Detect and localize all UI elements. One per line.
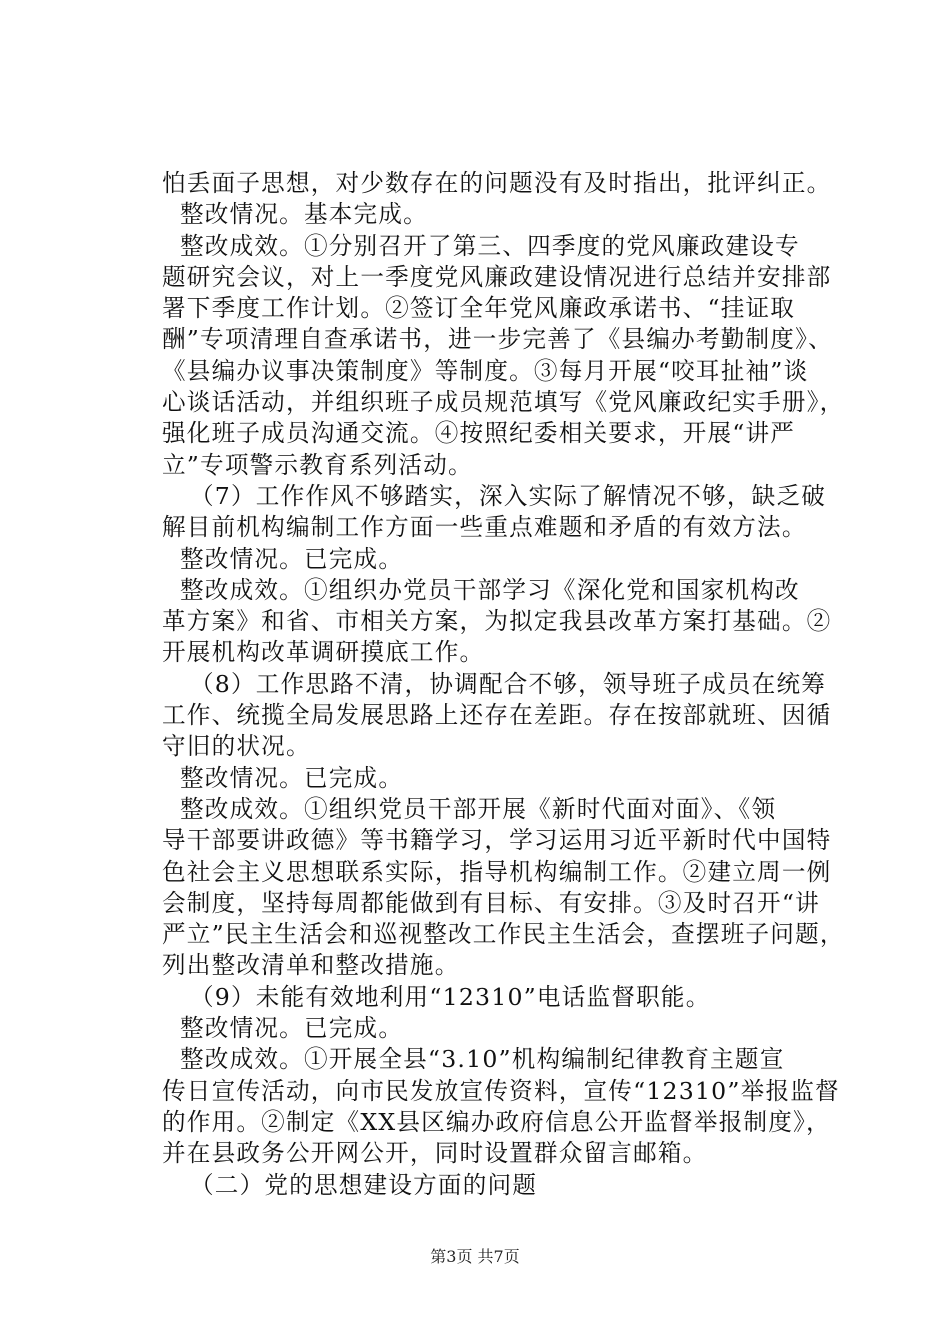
text-line: 酬”专项清理自查承诺书，进一步完善了《县编办考勤制度》、: [162, 325, 833, 354]
text-line: 怕丢面子思想，对少数存在的问题没有及时指出，批评纠正。: [162, 169, 832, 197]
text-line: 整改情况。基本完成。: [180, 200, 428, 229]
text-line: 整改成效。①组织办党员干部学习《深化党和国家机构改: [180, 575, 800, 604]
text-line: 严立”民主生活会和巡视整改工作民主生活会，查摆班子问题，: [162, 920, 845, 949]
text-line: （9）未能有效地利用“12310”电话监督职能。: [190, 982, 711, 1011]
text-line: 导干部要讲政德》等书籍学习，学习运用习近平新时代中国特: [162, 826, 832, 855]
text-line: 色社会主义思想联系实际，指导机构编制工作。②建立周一例: [162, 857, 832, 886]
text-line: 守旧的状况。: [162, 732, 311, 761]
text-line: 工作、统揽全局发展思路上还存在差距。存在按部就班、因循: [162, 701, 832, 730]
text-line: 整改情况。已完成。: [180, 544, 404, 573]
text-line: 《县编办议事决策制度》等制度。③每月开展“咬耳扯袖”谈: [162, 356, 809, 385]
text-line: 强化班子成员沟通交流。④按照纪委相关要求，开展“讲严: [162, 419, 796, 448]
page-number: 第3页 共7页: [430, 1247, 520, 1266]
text-line: 的作用。②制定《XX县区编办政府信息公开监督举报制度》，: [162, 1107, 831, 1136]
text-line: 整改成效。①开展全县“3.10”机构编制纪律教育主题宣: [180, 1045, 785, 1074]
text-line: 署下季度工作计划。②签订全年党风廉政承诺书、“挂证取: [162, 294, 796, 323]
text-line: 整改情况。已完成。: [180, 1014, 404, 1043]
text-line: （8）工作思路不清，协调配合不够，领导班子成员在统筹: [190, 669, 827, 698]
text-line: （7）工作作风不够踏实，深入实际了解情况不够，缺乏破: [190, 481, 827, 510]
text-line: 列出整改清单和整改措施。: [162, 951, 460, 980]
text-line: 心谈话活动，并组织班子成员规范填写《党风廉政纪实手册》，: [162, 388, 845, 417]
text-line: 革方案》和省、市相关方案，为拟定我县改革方案打基础。②: [162, 607, 832, 636]
text-line: 传日宣传活动，向市民发放宣传资料，宣传“12310”举报监督: [162, 1076, 840, 1105]
text-line: 题研究会议，对上一季度党风廉政建设情况进行总结并安排部: [162, 262, 832, 291]
document-body: [162, 168, 852, 1201]
text-line: 解目前机构编制工作方面一些重点难题和矛盾的有效方法。: [162, 513, 807, 542]
page-footer: [0, 1244, 950, 1267]
text-line: （二）党的思想建设方面的问题: [190, 1170, 538, 1199]
text-line: 并在县政务公开网公开，同时设置群众留言邮箱。: [162, 1139, 708, 1168]
text-line: 会制度，坚持每周都能做到有目标、有安排。③及时召开“讲: [162, 888, 820, 917]
text-line: 整改成效。①组织党员干部开展《新时代面对面》、《领: [180, 794, 777, 823]
text-line: 开展机构改革调研摸底工作。: [162, 638, 485, 667]
text-line: 立”专项警示教育系列活动。: [162, 450, 473, 479]
text-line: 整改情况。已完成。: [180, 763, 404, 792]
text-line: 整改成效。①分别召开了第三、四季度的党风廉政建设专: [180, 231, 800, 260]
